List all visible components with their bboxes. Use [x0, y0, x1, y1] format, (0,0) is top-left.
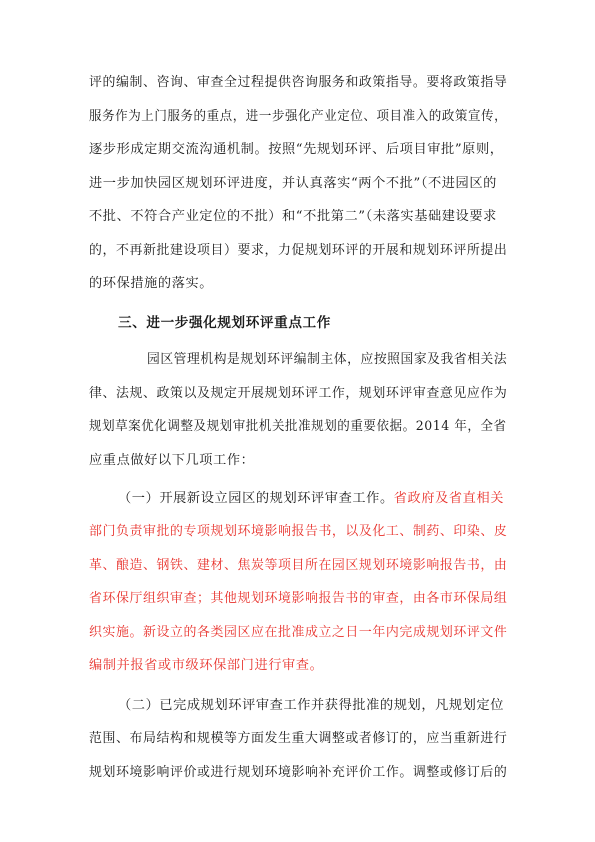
section-heading-3: 三、进一步强化规划环评重点工作	[118, 315, 331, 331]
para1-line-2: 服务作为上门服务的重点，进一步强化产业定位、项目准入的政策宣传，	[89, 109, 508, 124]
para3-line-3: 革、酿造、钢铁、建材、焦炭等项目所在园区规划环境影响报告书，由	[89, 558, 508, 573]
para3-line-2: 部门负责审批的专项规划环境影响报告书，以及化工、制药、印染、皮	[89, 524, 508, 539]
para2-line-2: 律、法规、政策以及规定开展规划环评工作，规划环评审查意见应作为	[89, 386, 508, 401]
para1-line-7: 的环保措施的落实。	[89, 276, 214, 291]
para3-lead-text: （一）开展新设立园区的规划环评审查工作。	[118, 491, 394, 506]
para1-line-5: 不批、不符合产业定位的不批）和“不批第二”（未落实基础建设要求	[89, 209, 497, 224]
para4-line-3: 规划环境影响评价或进行规划环境影响补充评价工作。调整或修订后的	[89, 765, 508, 780]
para3-highlight-start: 省政府及省直相关	[393, 491, 505, 506]
para3-line-5: 织实施。新设立的各类园区应在批准成立之日一年内完成规划环评文件	[89, 625, 508, 640]
para1-line-1: 评的编制、咨询、审查全过程提供咨询服务和政策指导。要将政策指导	[89, 75, 508, 90]
para1-line-4: 进一步加快园区规划环评进度，并认真落实“两个不批”（不进园区的	[89, 176, 497, 191]
para1-line-6: 的，不再新批建设项目）要求，力促规划环评的开展和规划环评所提出	[89, 243, 508, 258]
para4-line-2: 范围、布局结构和规模等方面发生重大调整或者修订的，应当重新进行	[89, 731, 508, 746]
para3-line-1	[118, 490, 504, 508]
para3-line-4: 省环保厅组织审查；其他规划环境影响报告书的审查，由各市环保局组	[89, 591, 508, 606]
para4-line-1: （二）已完成规划环评审查工作并获得批准的规划，凡规划定位	[118, 698, 505, 713]
para2-line-1: 园区管理机构是规划环评编制主体，应按照国家及我省相关法	[147, 352, 508, 367]
para3-line-6: 编制并报省或市级环保部门进行审查。	[89, 658, 324, 673]
para2-line-3: 规划草案优化调整及规划审批机关批准规划的重要依据。2014 年，全省	[89, 419, 507, 434]
para2-line-4: 应重点做好以下几项工作：	[89, 453, 255, 468]
para1-line-3: 逐步形成定期交流沟通机制。按照“先规划环评、后项目审批”原则，	[89, 142, 504, 157]
